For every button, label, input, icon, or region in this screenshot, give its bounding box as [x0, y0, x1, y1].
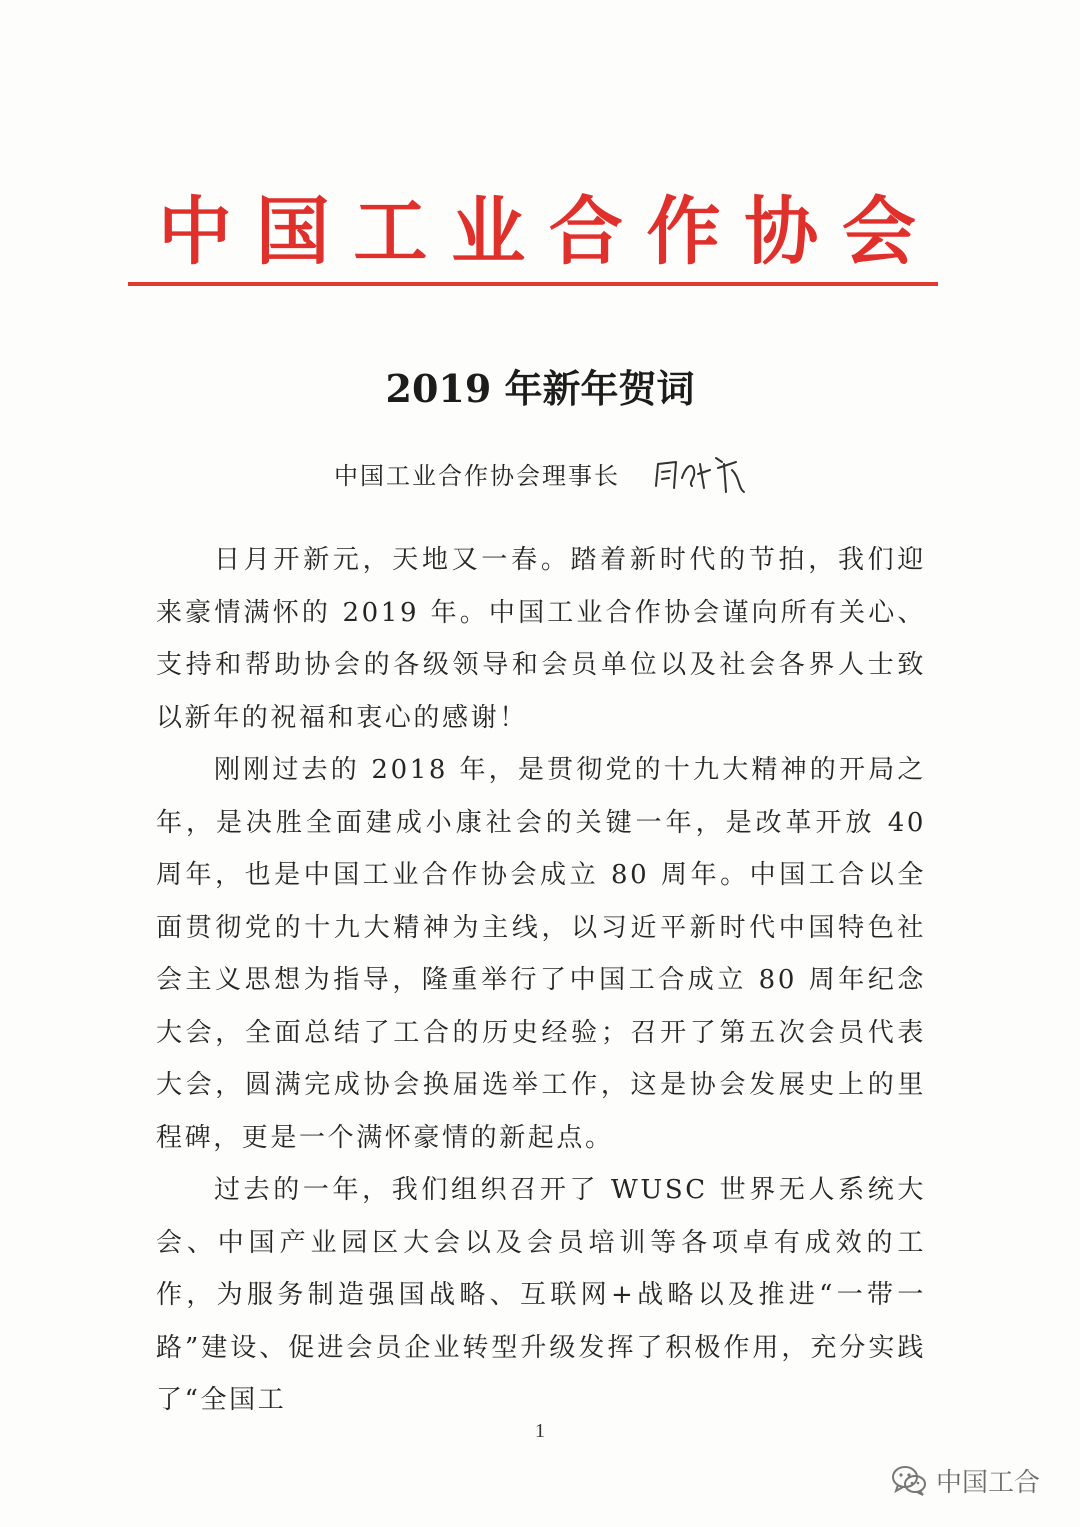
- author-title: 中国工业合作协会理事长: [334, 461, 620, 490]
- letterhead-red-rule: [128, 282, 938, 286]
- watermark-text: 中国工合: [936, 1467, 1041, 1498]
- letterhead-char: 工: [353, 189, 428, 275]
- letterhead-char: 中: [158, 189, 232, 275]
- letterhead-char: 合: [548, 189, 623, 275]
- paragraph: 刚刚过去的 2018 年，是贯彻党的十九大精神的开局之年，是决胜全面建成小康社会的关键一年，是改革开放 40 周年，也是中国工业合作协会成立 80 周年。中国工合以全面贯彻党的十九大精神为主线，以习近平新时代中国特色社会主义思想为指导，隆重举行了中国工合成立 80 周年纪念大会，全面总结了工合的历史经验；召开了第五次会员代表大会，圆满完成协会换届选举工作，这是协会发展史上的里程碑，更是一个满怀豪情的新起点。: [156, 755, 926, 1153]
- wechat-icon: [890, 1463, 928, 1497]
- letterhead-char: 作: [646, 189, 721, 275]
- paragraph: 过去的一年，我们组织召开了 WUSC 世界无人系统大会、中国产业园区大会以及会员培训等各项卓有成效的工作，为服务制造强国战略、互联网+战略以及推进“一带一路”建设、促进会员企业转型升级发挥了积极作用，充分实践了“全国工: [156, 1175, 926, 1415]
- letterhead-organization-name: [128, 178, 940, 274]
- letterhead-char: 业: [451, 189, 526, 275]
- letterhead-char: 会: [841, 189, 916, 275]
- document-title: 2019 年新年贺词: [385, 366, 695, 411]
- author-line: [334, 448, 758, 498]
- paragraph: 日月开新元，天地又一春。踏着新时代的节拍，我们迎来豪情满怀的 2019 年。中国工业合作协会谨向所有关心、支持和帮助协会的各级领导和会员单位以及社会各界人士致以新年的祝福和衷心的感谢！: [156, 545, 926, 733]
- source-watermark: [890, 1458, 1040, 1502]
- handwritten-signature: [648, 448, 758, 498]
- page-number: 1: [535, 1420, 545, 1442]
- letterhead-char: 协: [744, 189, 819, 275]
- letterhead-char: 国: [255, 189, 330, 275]
- letter-body: [156, 534, 926, 1427]
